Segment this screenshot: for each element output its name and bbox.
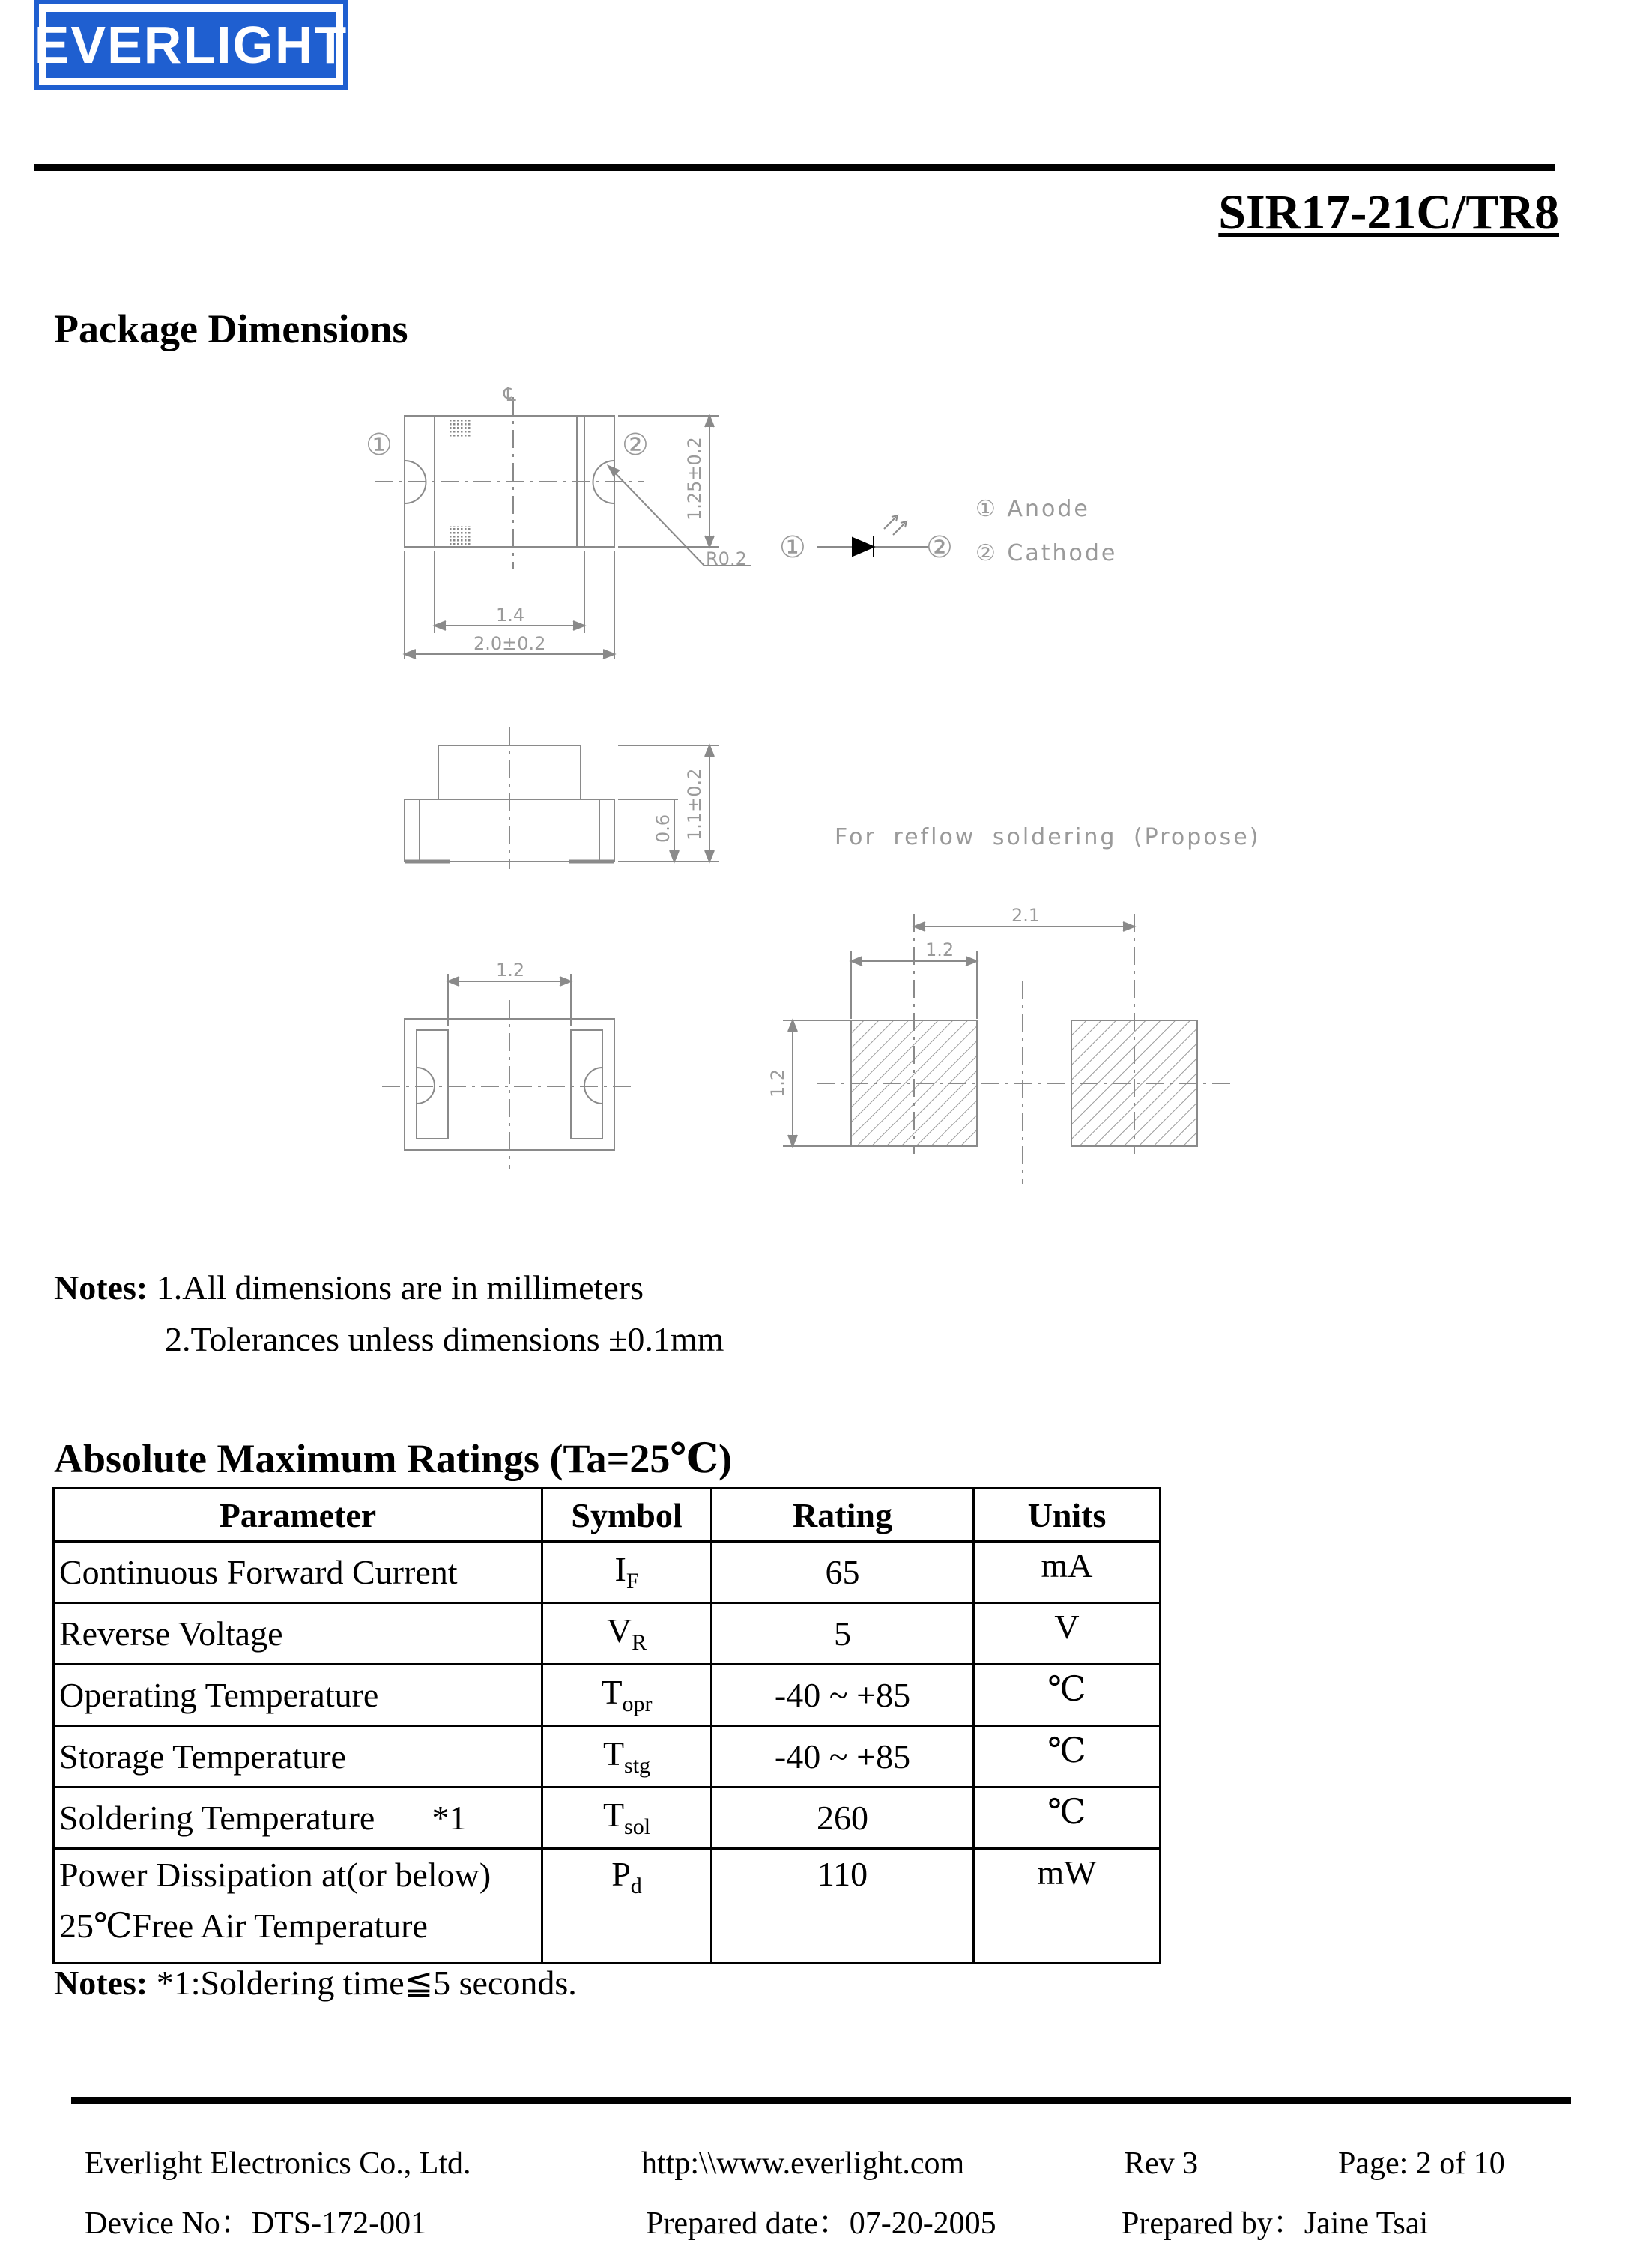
package-dimensions-title: Package Dimensions [54,306,408,351]
table-row [54,1788,1161,1849]
rating-cell: 260 [712,1788,974,1849]
note-text: *1:Soldering time≦5 seconds. [156,1964,577,2002]
header-symbol: Symbol [542,1489,712,1542]
param-cell: Continuous Forward Current [54,1542,542,1603]
symbol-cell: $T_{sol}$ [542,1788,712,1849]
dim-radius-label: R0.2 [706,548,747,569]
unit-cell: mW [974,1849,1161,1964]
everlight-logo [34,0,348,90]
unit-cell: V [974,1603,1161,1665]
legend-anode: ① Anode [975,496,1090,522]
header-parameter: Parameter [54,1489,542,1542]
symbol-cell: $T_{opr}$ [542,1665,712,1726]
ratings-title: Absolute Maximum Ratings (Ta=25℃) [54,1436,733,1481]
header-rating: Rating [712,1489,974,1542]
bottom-view [382,974,637,1169]
notes-label: Notes: [54,1964,148,2002]
footer-prepared-date: Prepared date：07-20-2005 [646,2206,996,2241]
header-units: Units [974,1489,1161,1542]
notes-label: Notes: [54,1268,148,1307]
table-row [54,1603,1161,1665]
package-note-2: 2.Tolerances unless dimensions ±0.1mm [165,1320,724,1358]
dim-inner-width-label: 1.4 [496,605,525,626]
footer-prepared-by: Prepared by：Jaine Tsai [1122,2206,1429,2241]
symbol-cell: $V_R$ [542,1603,712,1665]
unit-cell: ℃ [974,1726,1161,1788]
dim-pad-pitch-label: 2.1 [1011,905,1041,926]
param-cell: Power Dissipation at(or below) 25℃Free Air Temperature [54,1849,542,1964]
side-view [405,727,719,869]
logo-text: EVERLIGHT [46,12,336,78]
dim-pad-width-label: 1.2 [925,939,954,960]
footer-rule [71,2097,1571,2104]
param-cell: Reverse Voltage [54,1603,542,1665]
dim-total-height-label: 1.1±0.2 [684,768,705,841]
centerline-symbol: ℄ [503,384,516,406]
note-text: 1.All dimensions are in millimeters [156,1268,644,1307]
table-row [54,1849,1161,1964]
pin2-label-top: ② [622,428,649,462]
table-row [54,1542,1161,1603]
rating-cell: 110 [712,1849,974,1964]
dim-width-label: 2.0±0.2 [473,633,546,654]
rating-cell: -40 ~ +85 [712,1726,974,1788]
param-cell: Storage Temperature [54,1726,542,1788]
param-cell: Soldering Temperature *1 [54,1788,542,1849]
diode-symbol [817,515,929,557]
footer-url[interactable]: http:\\www.everlight.com [641,2146,965,2181]
part-number: SIR17-21C/TR8 [1218,185,1559,240]
footer-company: Everlight Electronics Co., Ltd. [85,2146,471,2181]
table-row [54,1726,1161,1788]
footer-rev: Rev 3 [1124,2146,1199,2181]
dim-height-label: 1.25±0.2 [684,437,705,521]
footer-device-no: Device No：DTS-172-001 [85,2206,427,2241]
pin1-label-top: ① [366,428,393,462]
pin2-label-symbol: ② [926,530,953,565]
table-row [54,1665,1161,1726]
top-view [375,397,751,659]
package-dimensions-drawing [330,367,1326,1199]
footer-page: Page: 2 of 10 [1338,2146,1505,2181]
param-cell: Operating Temperature [54,1665,542,1726]
rating-cell: 5 [712,1603,974,1665]
symbol-cell: $P_d$ [542,1849,712,1964]
symbol-cell: $I_F$ [542,1542,712,1603]
legend-cathode: ② Cathode [975,540,1118,566]
unit-cell: ℃ [974,1788,1161,1849]
symbol-cell: $T_{stg}$ [542,1726,712,1788]
header-rule [34,164,1555,171]
reflow-note: For reflow soldering (Propose) [835,824,1261,850]
ratings-table [52,1487,1161,1964]
unit-cell: ℃ [974,1665,1161,1726]
ratings-note [54,1962,577,2003]
table-header-row [54,1489,1161,1542]
reflow-pad-layout [783,914,1236,1184]
rating-cell: -40 ~ +85 [712,1665,974,1726]
package-note-1 [54,1268,644,1307]
rating-cell: 65 [712,1542,974,1603]
dim-pad-height-label: 1.2 [767,1068,788,1098]
dim-bottom-gap-label: 1.2 [496,960,525,981]
dim-base-height-label: 0.6 [653,814,674,843]
pin1-label-symbol: ① [779,530,806,565]
unit-cell: mA [974,1542,1161,1603]
